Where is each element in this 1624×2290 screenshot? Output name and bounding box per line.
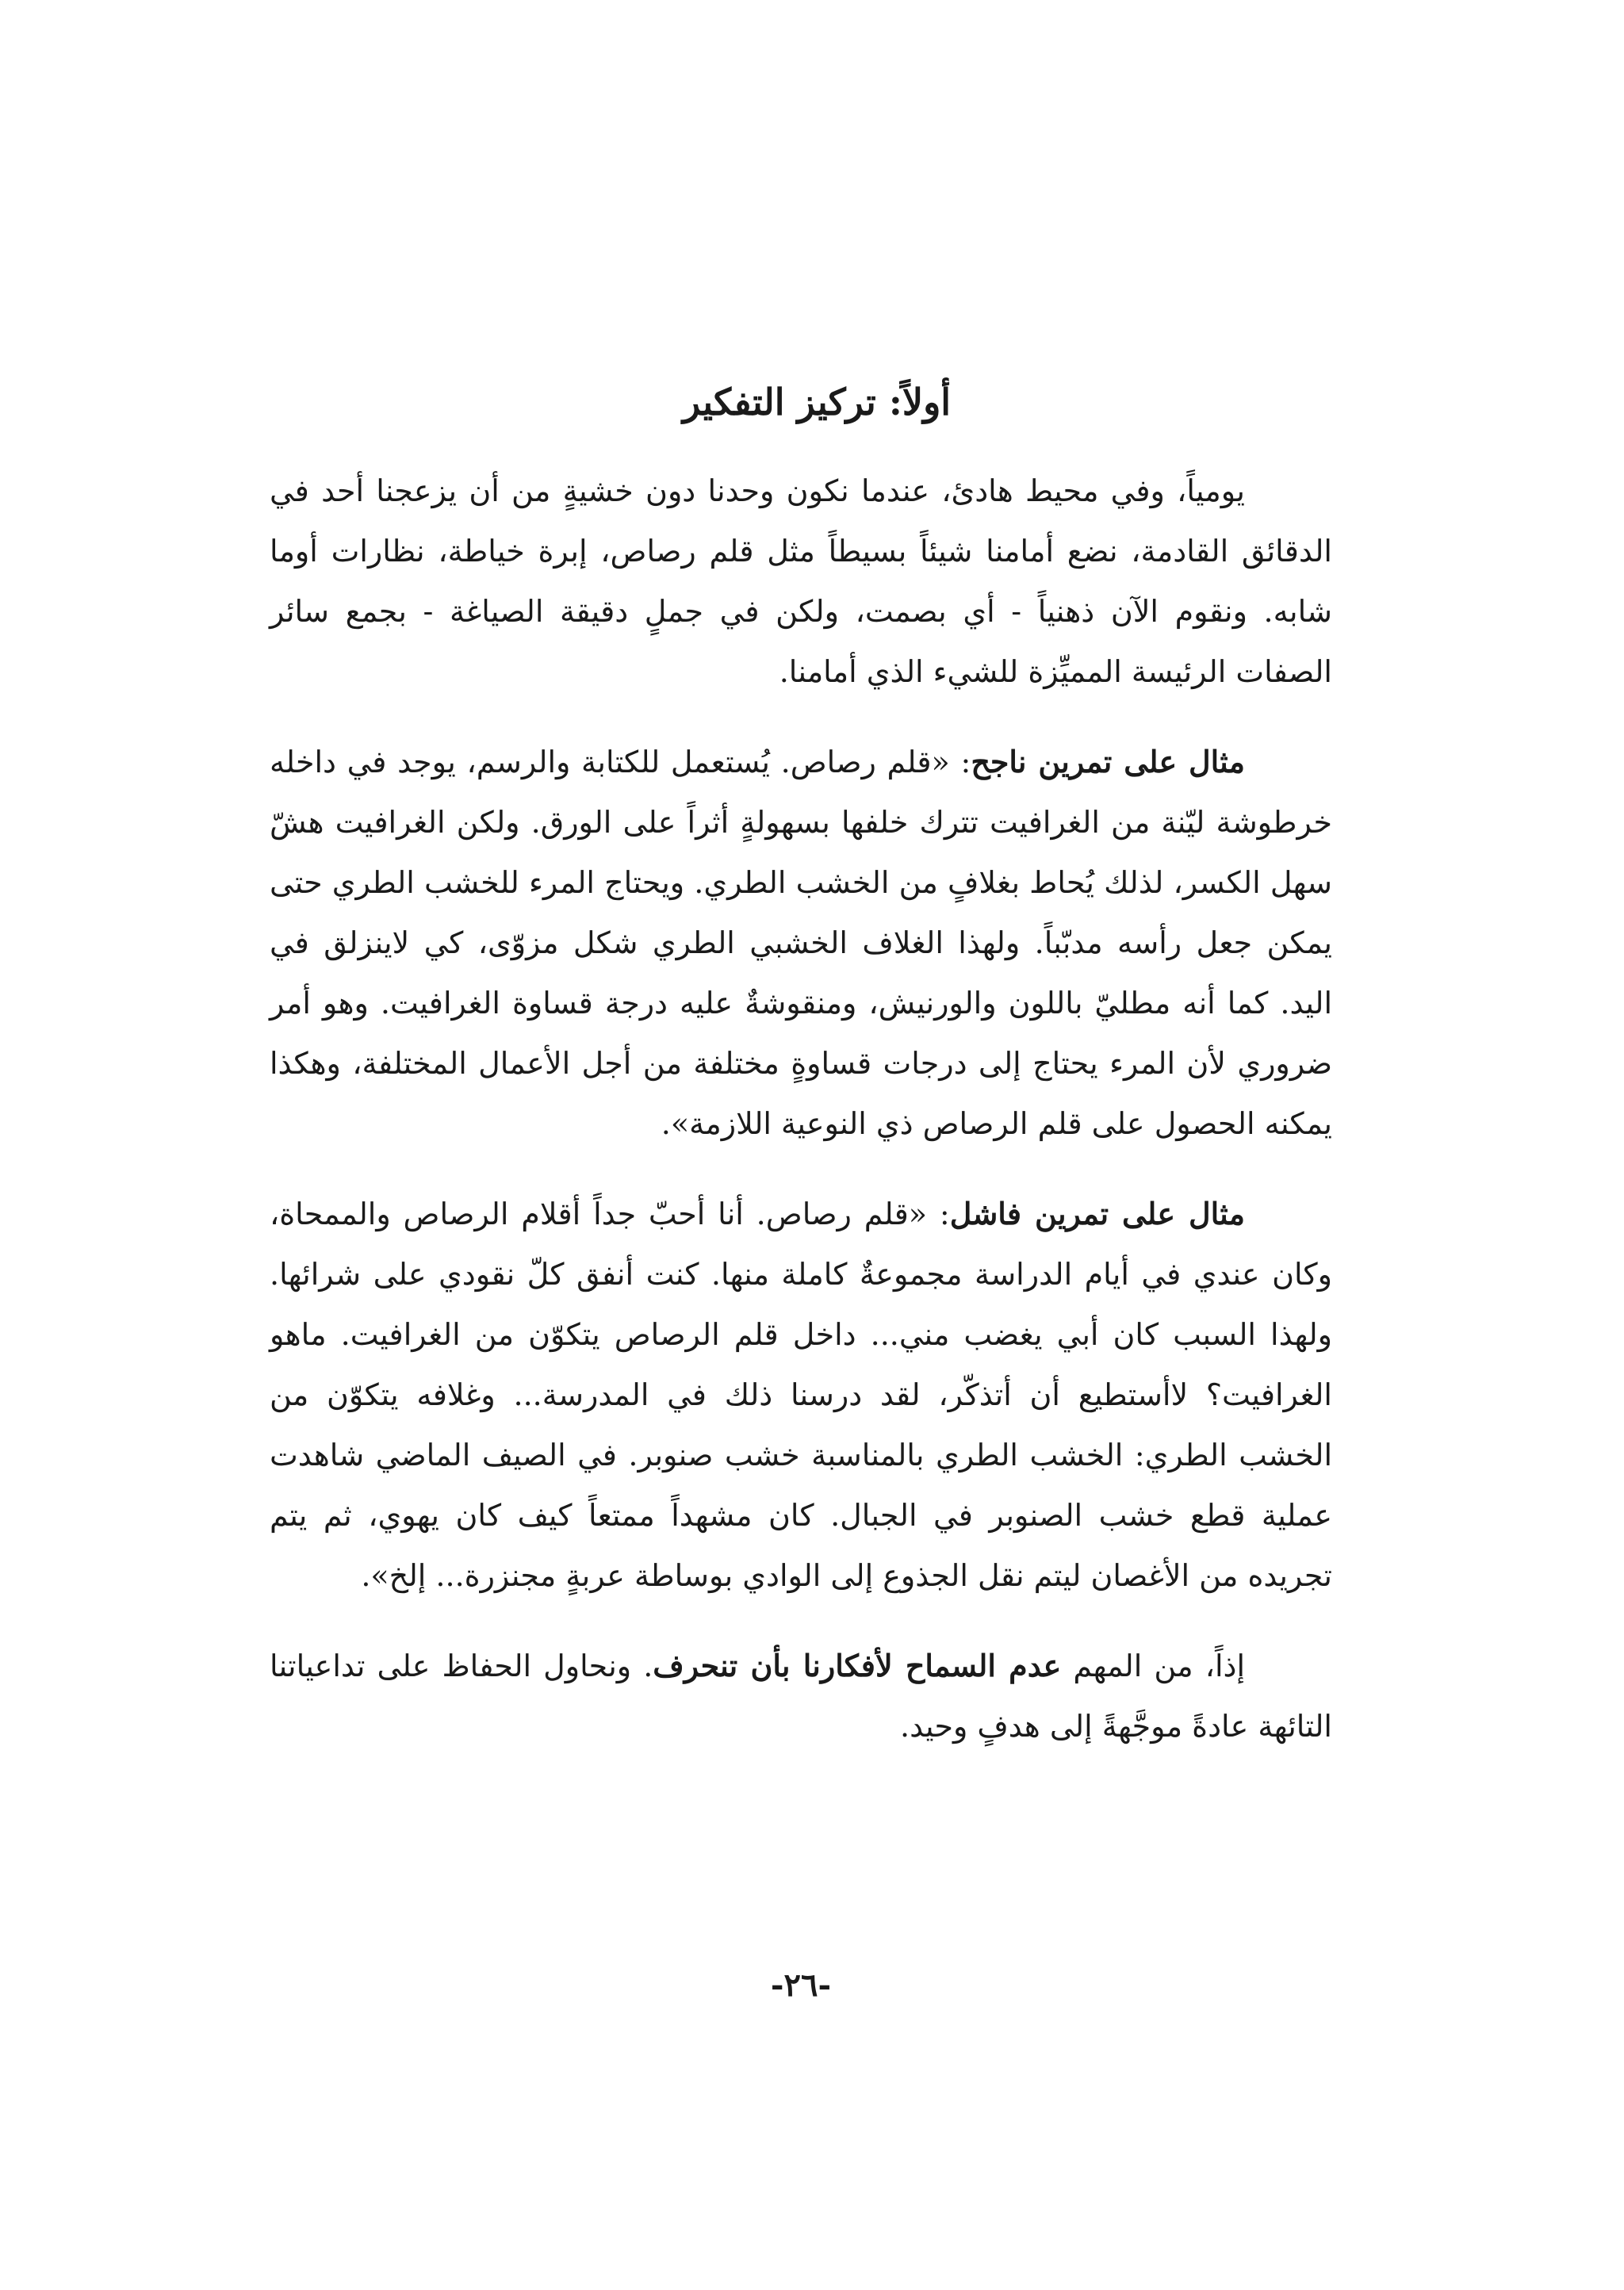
conclusion-paragraph	[270, 1636, 1332, 1756]
intro-paragraph	[270, 461, 1332, 702]
failure-example-label: مثال على تمرين فاشل	[949, 1196, 1245, 1232]
page-number: -٢٦-	[770, 1966, 832, 2004]
section-heading: أولاً: تركيز التفكير	[682, 381, 952, 423]
conclusion-start: إذاً، من المهم	[1061, 1649, 1245, 1684]
conclusion-end: . ونحاول الحفاظ على تداعياتنا التائهة عادةً موجَّهةً إلى هدفٍ وحيد.	[270, 1649, 1332, 1744]
failure-example-paragraph	[270, 1184, 1332, 1606]
intro-text: يومياً، وفي محيط هادئ، عندما نكون وحدنا دون خشيةٍ من أن يزعجنا أحد في الدقائق القادمة، نضع أمامنا شيئاً بسيطاً مثل قلم رصاص، إبرة خياطة، نظارات أوما شابه. ونقوم الآن ذهنياً - أي بصمت، ولكن في جملٍ دقيقة الصياغة - بجمع سائر الصفات الرئيسة المميِّزة للشيء الذي أمامنا.	[270, 473, 1332, 690]
success-example-label: مثال على تمرين ناجح	[971, 744, 1246, 780]
success-example-paragraph	[270, 732, 1332, 1154]
failure-example-text: : «قلم رصاص. أنا أحبّ جداً أقلام الرصاص والممحاة، وكان عندي في أيام الدراسة مجموعةٌ كاملة منها. كنت أنفق كلّ نقودي على شرائها. ولهذا السبب كان أبي يغضب مني... داخل قلم الرصاص يتكوّن من الغرافيت. ماهو الغرافيت؟ لاأستطيع أن أتذكّر، لقد درسنا ذلك في المدرسة... وغلافه يتكوّن من الخشب الطري: الخشب الطري بالمناسبة خشب صنوبر. في الصيف الماضي شاهدت عملية قطع خشب الصنوبر في الجبال. كان مشهداً ممتعاً كيف كان يهوي، ثم يتم تجريده من الأغصان ليتم نقل الجذوع إلى الوادي بوساطة عربةٍ مجنزرة... إلخ».	[270, 1197, 1332, 1594]
conclusion-emphasis: عدم السماح لأفكارنا بأن تنحرف	[653, 1648, 1062, 1684]
book-page	[270, 381, 1332, 2062]
success-example-text: : «قلم رصاص. يُستعمل للكتابة والرسم، يوجد في داخله خرطوشة ليّنة من الغرافيت تترك خلفها بسهولةٍ أثراً على الورق. ولكن الغرافيت هشّ سهل الكسر، لذلك يُحاط بغلافٍ من الخشب الطري. ويحتاج المرء للخشب الطري حتى يمكن جعل رأسه مدبّباً. ولهذا الغلاف الخشبي الطري شكل مزوّى، كي لاينزلق في اليد. كما أنه مطليّ باللون والورنيش، ومنقوشةٌ عليه درجة قساوة الغرافيت. وهو أمر ضروري لأن المرء يحتاج إلى درجات قساوةٍ مختلفة من أجل الأعمال المختلفة، وهكذا يمكنه الحصول على قلم الرصاص ذي النوعية اللازمة».	[270, 745, 1332, 1142]
